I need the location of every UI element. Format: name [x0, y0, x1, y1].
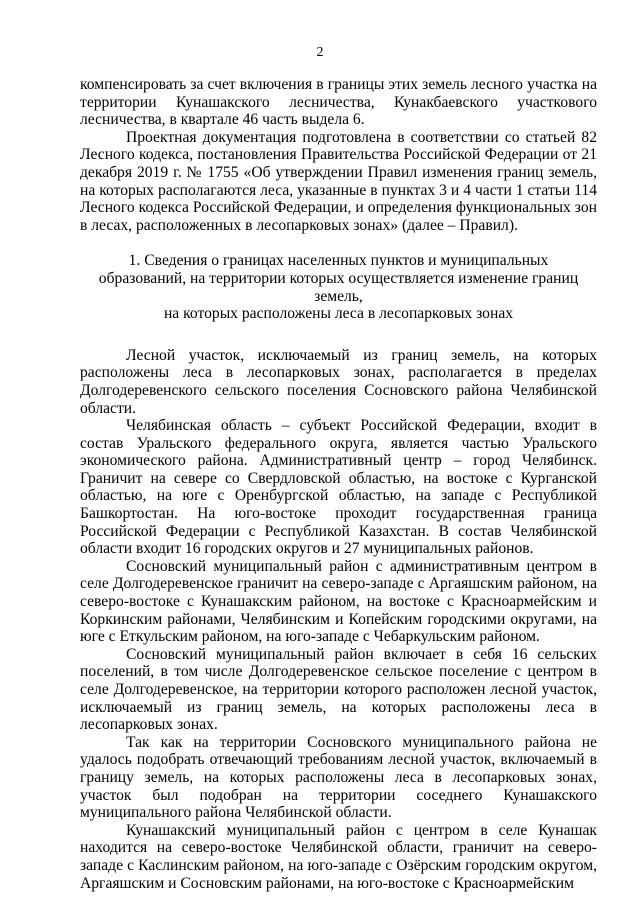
paragraph-chelyabinsk-region: Челябинская область – субъект Российской Федерации, входит в состав Уральского федерального округа, является частью Уральского экономического района. Административный центр – город Челябинск. Граничит на севере со Свердловской областью, на востоке с Курганской областью, на юге с Оренбургской областью, на западе с Республикой Башкортостан. На юго-востоке проходит государственная граница Российской Федерации с Республикой Казахстан. В состав Челябинской области входит 16 городских округов и 27 муниципальных районов.	[80, 417, 597, 558]
document-body	[80, 76, 597, 892]
page-number: 2	[316, 45, 324, 60]
paragraph-forest-plot: Лесной участок, исключаемый из границ земель, на которых расположены леса в лесопарковых зонах, располагается в пределах Долгодеревенского сельского поселения Сосновского района Челябинской области.	[80, 346, 597, 417]
paragraph-kunashak-district: Кунашакский муниципальный район с центром в селе Кунашак находится на северо-востоке Челябинской области, граничит на северо-западе с Каслинским районом, на юго-западе с Озёрским городским округом, Аргаяшским и Сосновским районами, на юго-востоке с Красноармейским	[80, 821, 597, 892]
section-heading-line: на которых расположены леса в лесопарковых зонах	[163, 305, 514, 323]
paragraph-project-documentation: Проектная документация подготовлена в соответствии со статьей 82 Лесного кодекса, постановления Правительства Российской Федерации от 21 декабря 2019 г. № 1755 «Об утверждении Правил изменения границ земель, на которых располагаются леса, указанные в пунктах 3 и 4 части 1 статьи 114 Лесного кодекса Российской Федерации, и определения функциональных зон в лесах, расположенных в лесопарковых зонах» (далее – Правил).	[80, 128, 597, 234]
paragraph-continuation: компенсировать за счет включения в границы этих земель лесного участка на территории Кунашакского лесничества, Кунакбаевского участкового лесничества, в квартале 46 часть выдела 6.	[80, 76, 597, 129]
paragraph-sosnovsky-district-borders: Сосновский муниципальный район с административным центром в селе Долгодеревенское граничит на северо-западе с Аргаяшским районом, на северо-востоке с Кунашакским районом, на востоке с Красноармейским и Коркинским районами, Челябинским и Копейским городскими округами, на юге с Еткульским районом, на юго-западе с Чебаркульским районом.	[80, 557, 597, 646]
section-heading-line: образований, на территории которых осуществляется изменение границ земель,	[98, 269, 579, 305]
paragraph-plot-selection: Так как на территории Сосновского муниципального района не удалось подобрать отвечающий требованиям лесной участок, включаемый в границу земель, на которых расположены леса в лесопарковых зонах, участок был подобран на территории соседнего Кунашакского муниципального района Челябинской области.	[80, 733, 597, 822]
paragraph-sosnovsky-settlements: Сосновский муниципальный район включает в себя 16 сельских поселений, в том числе Долгодеревенское сельское поселение с центром в селе Долгодеревенское, на территории которого расположен лесной участок, исключаемый из границ земель, на которых расположены леса в лесопарковых зонах.	[80, 645, 597, 734]
section-heading	[80, 252, 597, 322]
section-heading-line: 1. Сведения о границах населенных пунктов и муниципальных	[128, 252, 549, 270]
